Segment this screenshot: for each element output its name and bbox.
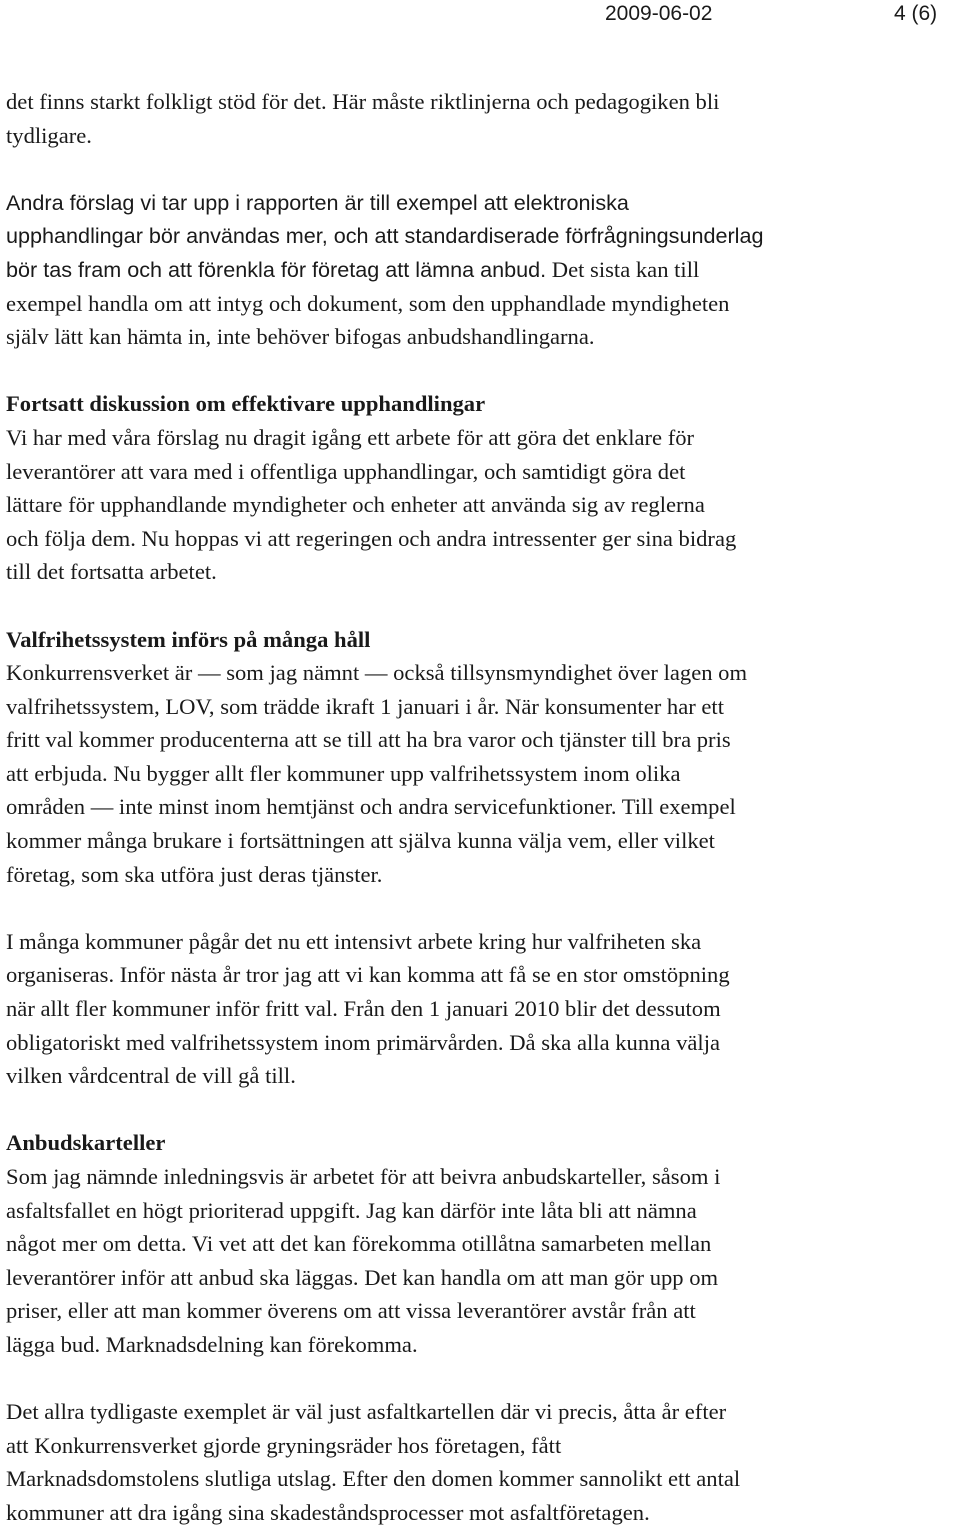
page-header — [0, 0, 960, 28]
paragraph-gap — [6, 354, 951, 388]
paragraph-gap — [6, 152, 951, 186]
section-heading-freedom-of-choice: Valfrihetssystem införs på många håll — [6, 626, 371, 652]
section-text-bid-cartels: Som jag nämnde inledningsvis är arbetet för att beivra anbudskarteller, såsom i asfaltsfallet en högt prioriterad uppgift. Jag kan därför inte låta bli att nämna något mer om detta. Vi vet att det kan förekomma otillåtna samarbeten mellan leverantörer inför att anbud ska läggas. Det kan handla om att man gör upp om priser, eller att man kommer överens om att vissa leverantörer avstår från att lägga bud. Marknadsdelning kan förekomma. — [6, 1164, 721, 1357]
section-heading-bid-cartels: Anbudskarteller — [6, 1130, 166, 1156]
paragraph-gap — [6, 891, 951, 925]
paragraph-intro: det finns starkt folkligt stöd för det. Här måste riktlinjerna och pedagogiken bli tydligare. — [6, 89, 720, 148]
section-text-freedom-of-choice-2: I många kommuner pågår det nu ett intensivt arbete kring hur valfriheten ska organiseras. Inför nästa år tror jag att vi kan komma att få se en stor omstöpning när allt fler kommuner inför fritt val. Från den 1 januari 2010 blir det dessutom obligatoriskt med valfrihetssystem inom primärvården. Då ska alla kunna välja vilken vårdcentral de vill gå till. — [6, 928, 730, 1089]
paragraph-gap — [6, 1093, 951, 1127]
section-text-freedom-of-choice: Konkurrensverket är — som jag nämnt — också tillsynsmyndighet över lagen om valfrihetssystem, LOV, som trädde ikraft 1 januari i år. När konsumenter har ett fritt val kommer producenterna att se till att ha bra varor och tjänster till bra pris att erbjuda. Nu bygger allt fler kommuner upp valfrihetssystem inom olika områden — inte minst inom hemtjänst och andra servicefunktioner. Till exempel kommer många brukare i fortsättningen att själva kunna välja vem, eller vilket företag, som ska utföra just deras tjänster. — [6, 660, 748, 887]
paragraph-proposals — [6, 186, 951, 354]
paragraph-gap — [6, 1362, 951, 1396]
document-body — [6, 85, 951, 1530]
section-text-effective-procurement: Vi har med våra förslag nu dragit igång ett arbete för att göra det enklare för leverantörer att vara med i offentliga upphandlingar, och samtidigt göra det lättare för upphandlande myndigheter och enheter att använda sig av reglerna och följa dem. Nu hoppas vi att regeringen och andra intressenter ger sina bidrag till det fortsatta arbetet. — [6, 424, 737, 585]
paragraph-gap — [6, 589, 951, 623]
header-page-number: 4 (6) — [894, 2, 938, 25]
section-text-bid-cartels-2: Det allra tydligaste exemplet är väl just asfaltkartellen där vi precis, åtta år efter att Konkurrensverket gjorde gryningsräder hos företagen, fått Marknadsdomstolens slutliga utslag. Efter den domen kommer sannolikt ett antal kommuner att dra igång sina skadeståndsprocesser mot asfaltföretagen. — [6, 1399, 741, 1525]
section-heading-effective-procurement: Fortsatt diskussion om effektivare upphandlingar — [6, 391, 486, 417]
paragraph-proposals-part-b: Det sista kan till exempel handla om att intyg och dokument, som den upphandlade myndigheten själv lätt kan hämta in, inte behöver bifogas anbudshandlingarna. — [6, 256, 730, 350]
header-date: 2009-06-02 — [605, 2, 713, 25]
paragraph-proposals-part-a: Andra förslag vi tar upp i rapporten är till exempel att elektroniska upphandlingar bör användas mer, och att standardiserade förfrågningsunderlag bör tas fram och att förenkla för företag att lämna anbud. — [6, 189, 764, 282]
